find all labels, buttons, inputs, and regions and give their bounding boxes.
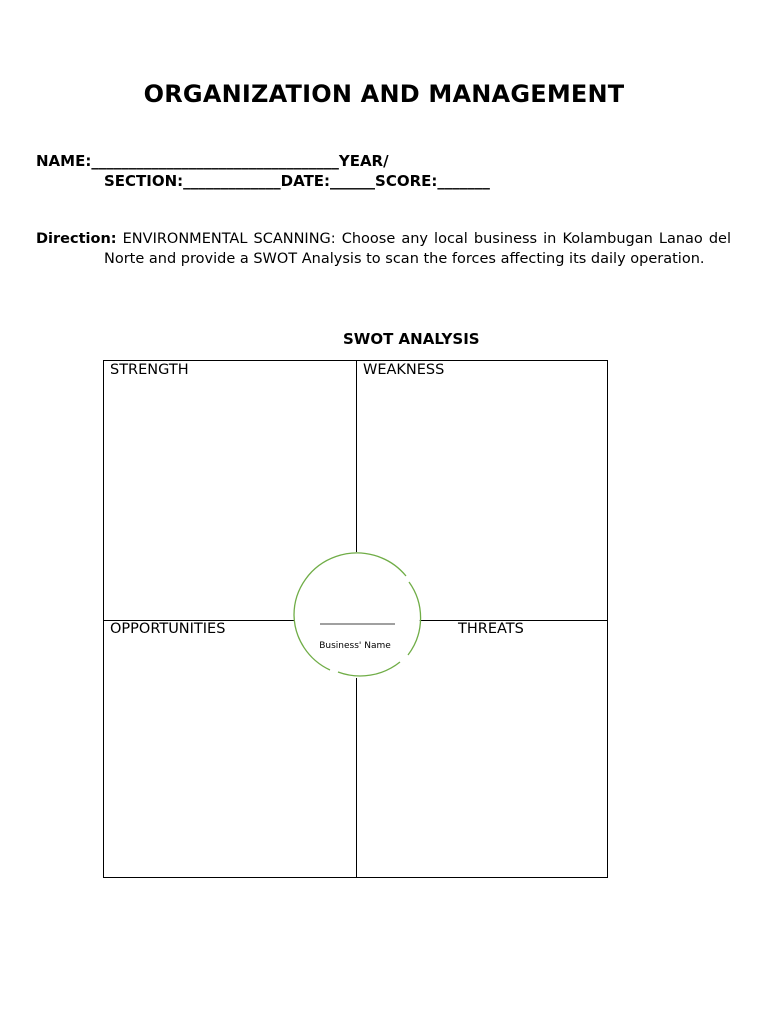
direction-text: ENVIRONMENTAL SCANNING: Choose any local business in Kolambugan Lanao del Norte and provide a SWOT Analysis to scan the forces affecting its daily operation. [104, 231, 731, 267]
direction-paragraph [36, 230, 731, 269]
section-date-score-line: SECTION:_____________DATE:______SCORE:_______ [104, 172, 490, 190]
strength-label: STRENGTH [110, 362, 189, 378]
business-name-circle [290, 552, 424, 678]
swot-title: SWOT ANALYSIS [343, 330, 480, 348]
threats-label: THREATS [458, 621, 524, 637]
opportunities-label: OPPORTUNITIES [110, 621, 226, 637]
direction-label: Direction: [36, 231, 117, 247]
page-title: ORGANIZATION AND MANAGEMENT [143, 80, 625, 108]
weakness-label: WEAKNESS [363, 362, 445, 378]
business-name-caption: Business' Name [319, 641, 391, 651]
name-year-line: NAME:_________________________________YEAR/ [36, 152, 389, 170]
